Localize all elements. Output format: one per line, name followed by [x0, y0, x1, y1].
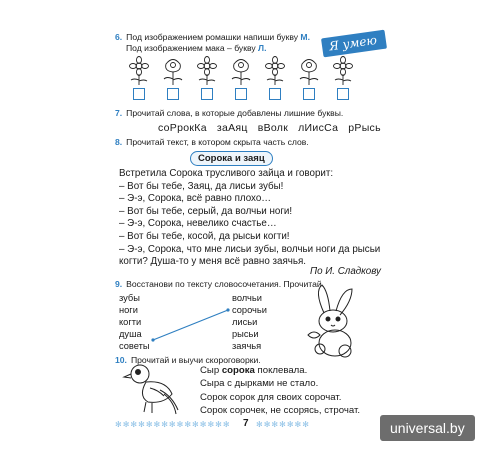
flower-icon [126, 56, 152, 86]
noun-item: когти [119, 317, 142, 328]
page-number: 7 [243, 418, 249, 429]
task-8-text: Прочитай текст, в котором скрыта часть слов. [126, 137, 309, 147]
skill-badge-text: Я умею [328, 32, 378, 54]
noun-item: советы [119, 341, 150, 352]
task-7-words [158, 122, 381, 134]
task-9-left-column [119, 292, 150, 352]
task-8-instruction [115, 137, 309, 148]
noun-item: зубы [119, 293, 140, 303]
answer-box[interactable] [337, 88, 349, 100]
task-6-letter-l: Л. [258, 43, 267, 53]
task-7-number: 7. [115, 108, 123, 118]
watermark: universal.by [380, 415, 475, 441]
tongue-twister-1-line-1 [200, 365, 318, 378]
adjective-item: сорочьи [232, 305, 267, 316]
task-8-number: 8. [115, 137, 123, 147]
task-10-text: Прочитай и выучи скороговорки. [130, 355, 261, 365]
adjective-item: рысьи [232, 329, 259, 340]
task-7-text: Прочитай слова, в которые добавлены лишние буквы. [126, 108, 344, 118]
flower-icon [194, 56, 220, 86]
flower-icon [262, 56, 288, 86]
skill-badge [321, 30, 387, 58]
story-line: – Вот бы тебе, косой, да рысьи когти! [119, 230, 290, 242]
task-10-number: 10. [115, 355, 127, 365]
story-line: – Э-э, Сорока, что мне лисьи зубы, волчьи ноги да рысьи [119, 243, 381, 255]
word: лИисСа [298, 122, 339, 134]
flower-icon [228, 56, 254, 86]
story-text [119, 168, 380, 269]
magpie-illustration [120, 360, 182, 418]
word: соРрокКа [158, 122, 207, 134]
task-6-text-2: Под изображением мака – букву [126, 43, 259, 53]
answer-box[interactable] [269, 88, 281, 100]
word: заАяц [216, 122, 248, 134]
task-6-line-2 [126, 43, 266, 54]
answer-box[interactable] [201, 88, 213, 100]
story-line: Встретила Сорока трусливого зайца и говорит: [119, 168, 334, 179]
tongue-twister-1-line-2: Сыра с дырками не стало. [200, 377, 319, 389]
answer-box[interactable] [303, 88, 315, 100]
footer-pattern-left: ✻✻✻✻✻✻✻✻✻✻✻✻✻✻✻ [115, 420, 231, 429]
flower-icon [296, 56, 322, 86]
bunny-illustration [300, 283, 372, 361]
connector-line [150, 300, 240, 345]
noun-item: ноги [119, 305, 138, 316]
tt-text: Сыр [200, 365, 222, 376]
word: рРысь [348, 122, 381, 134]
task-9-instruction [115, 279, 324, 290]
task-9-text: Восстанови по тексту словосочетания. Прочитай. [126, 279, 325, 289]
footer-pattern-right: ✻✻✻✻✻✻✻ [256, 420, 310, 429]
flower-icon [330, 56, 356, 86]
tongue-twister-2-line-1: Сорок сорок для своих сорочат. [200, 392, 342, 403]
adjective-item: волчьи [232, 293, 262, 303]
tongue-twister-2-line-2: Сорок сорочек, не ссорясь, строчат. [200, 404, 361, 416]
task-6-text-1: Под изображением ромашки напиши букву [126, 32, 301, 42]
adjective-item: лисьи [232, 317, 258, 328]
tt-text: поклевала. [254, 365, 308, 376]
answer-box[interactable] [133, 88, 145, 100]
story-line: – Э-э, Сорока, всё равно плохо… [119, 193, 272, 205]
story-line: когти? Душа-то у меня всё равно заячья. [119, 256, 306, 268]
adjective-item: заячья [232, 341, 262, 352]
word: вВолк [257, 122, 289, 134]
noun-item: душа [119, 329, 142, 340]
tongue-twister-1 [200, 365, 318, 390]
story-author: По И. Сладкову [310, 266, 381, 277]
flower-icon [160, 56, 186, 86]
story-line: – Вот бы тебе, Заяц, да лисьи зубы! [119, 180, 284, 192]
tt-bold-word: сорока [221, 365, 255, 376]
answer-box[interactable] [235, 88, 247, 100]
answer-box[interactable] [167, 88, 179, 100]
task-7-instruction [115, 108, 343, 119]
task-9-number: 9. [115, 279, 123, 289]
task-6-line-1 [115, 32, 310, 43]
task-6-letter-m: М. [300, 32, 310, 42]
story-line: – Э-э, Сорока, невелико счастье… [119, 218, 277, 230]
tongue-twister-2 [200, 392, 360, 417]
task-6-number: 6. [115, 32, 123, 42]
story-line: – Вот бы тебе, серый, да волчьи ноги! [119, 205, 293, 217]
story-title: Сорока и заяц [190, 151, 273, 166]
